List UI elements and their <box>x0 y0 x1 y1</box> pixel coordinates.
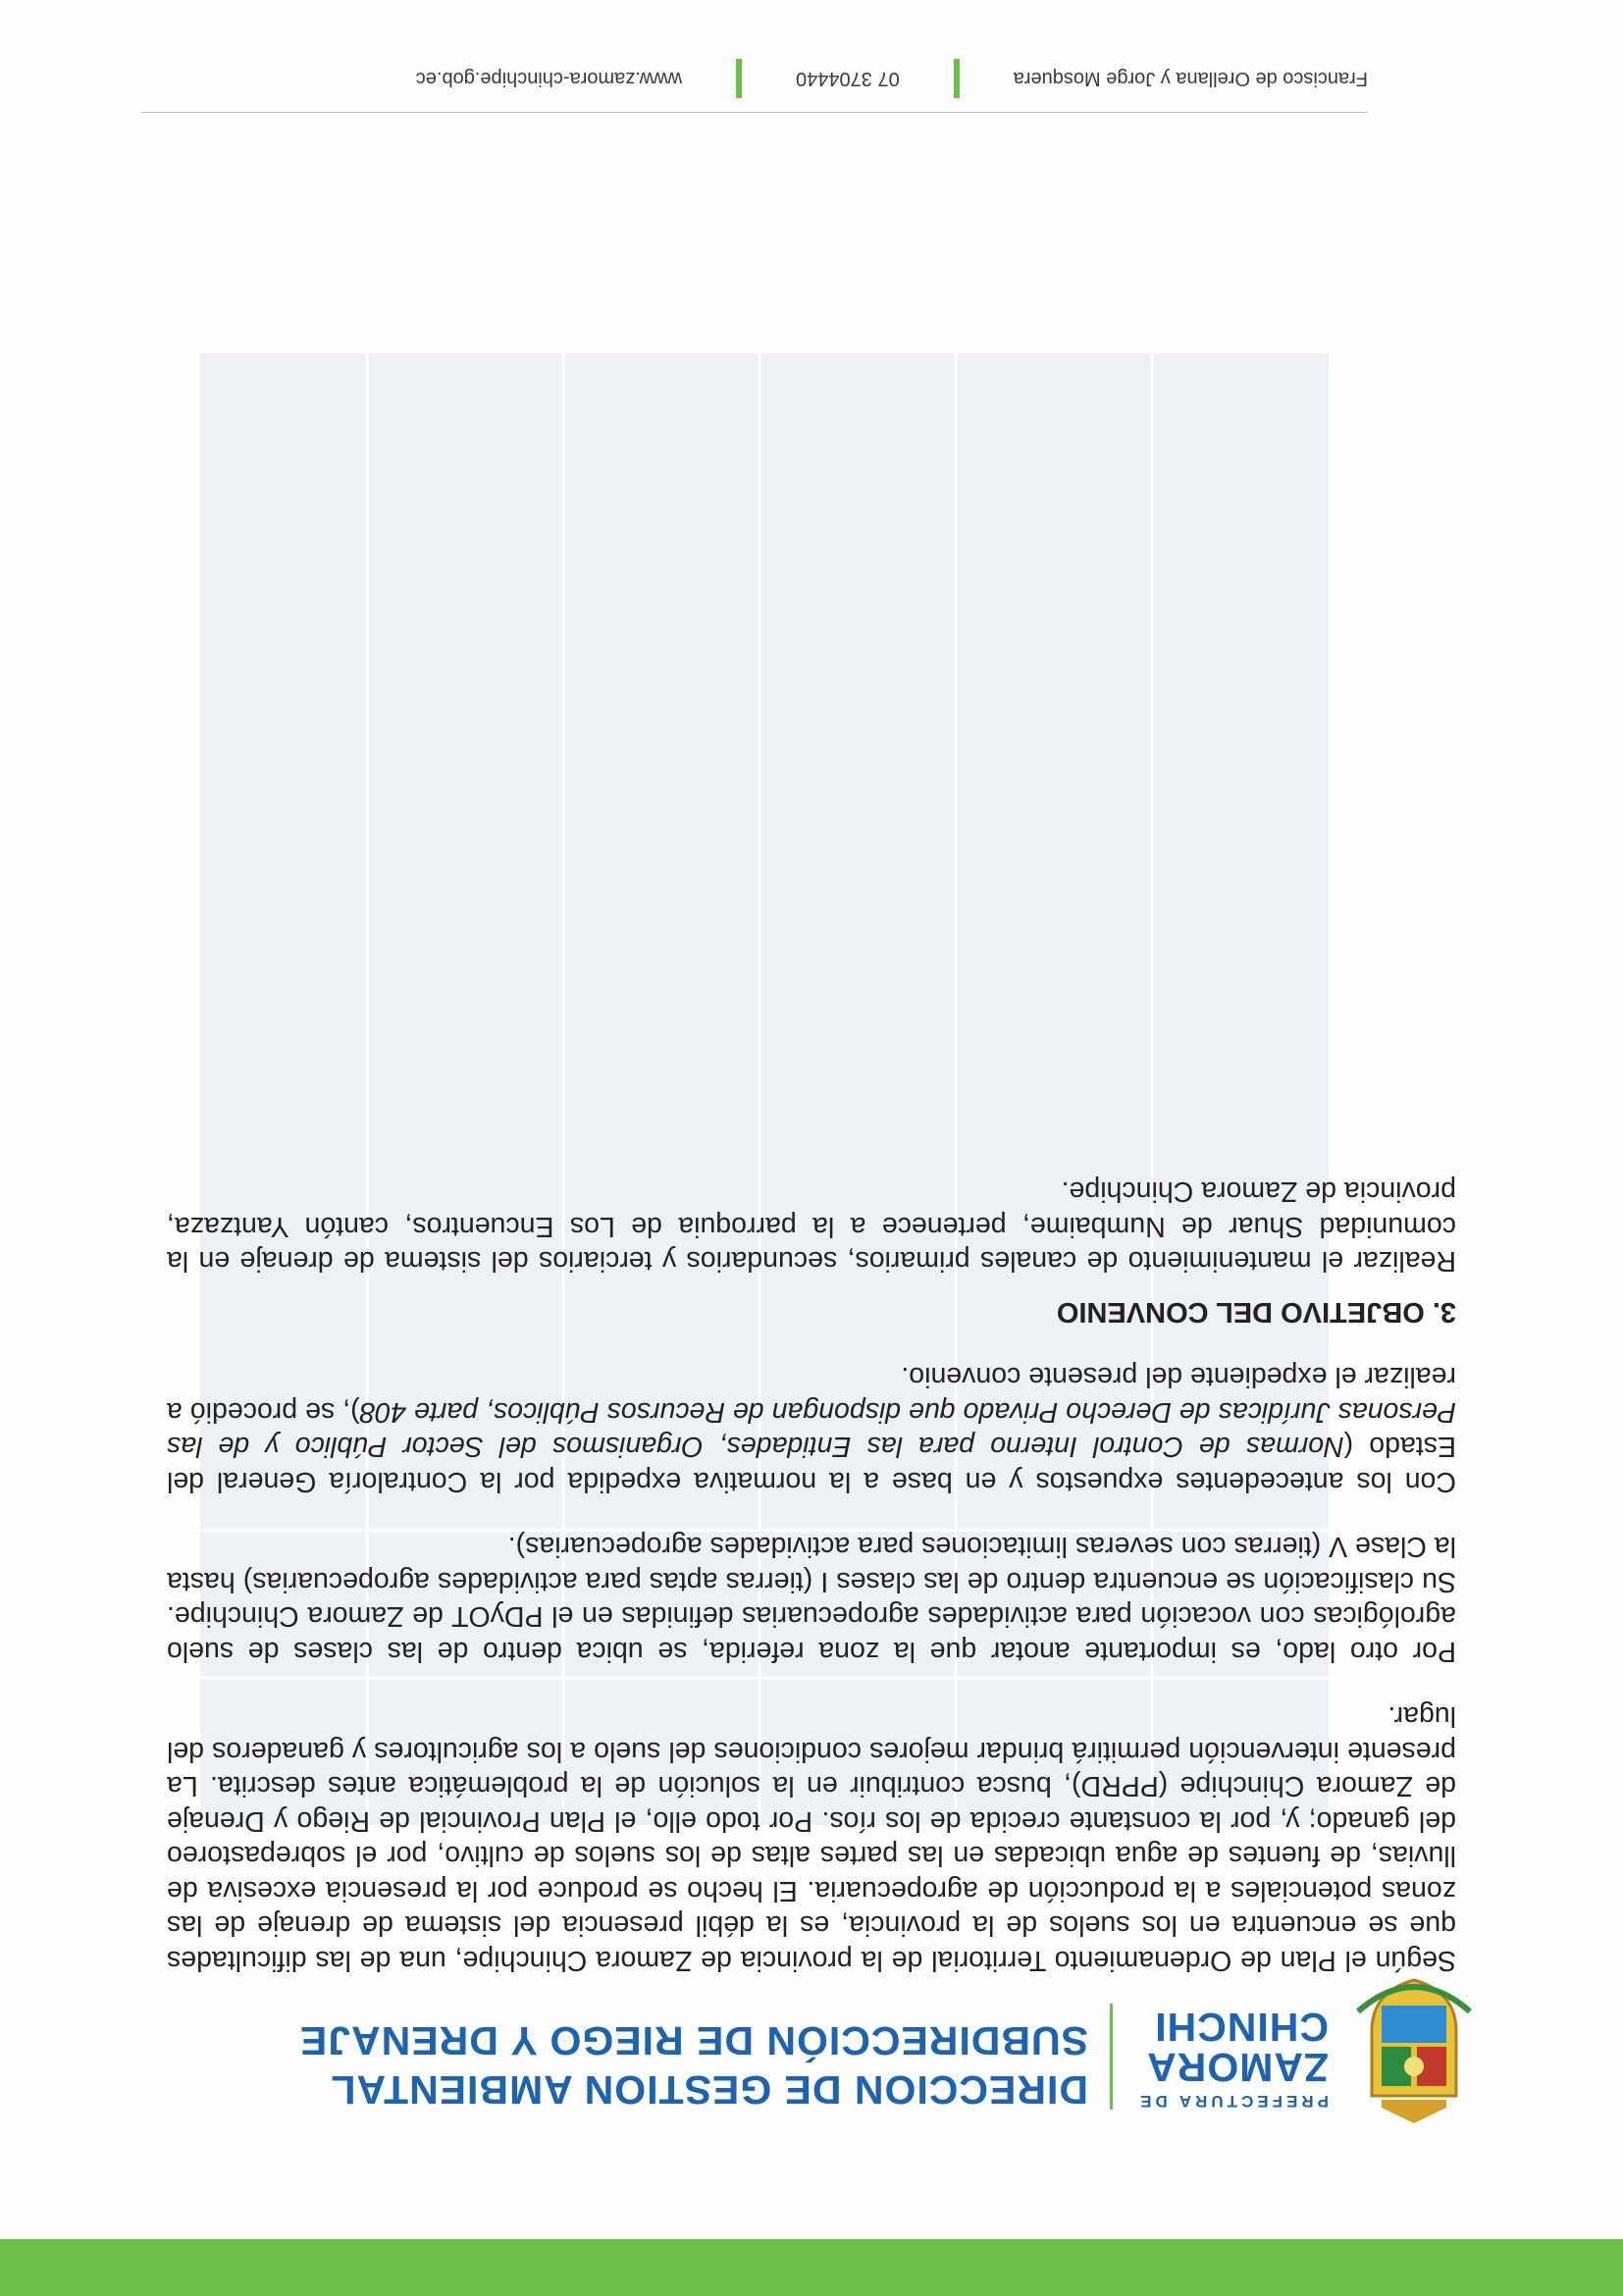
brand-prefix: PREFECTURA DE <box>1136 2092 1329 2111</box>
brand-line-1: ZAMORA <box>1146 2045 1329 2090</box>
document-body <box>167 1143 1456 1977</box>
prefectura-crest-icon <box>1350 1972 1478 2129</box>
department-line-1: DIRECCION DE GESTION AMBIENTAL <box>330 2067 1088 2113</box>
paragraph-2: Por otro lado, es importante anotar que la zona referida, se ubica dentro de las clases de suelo agrológicas con vocación para actividades agropecuarias definidas en el PDyOT de Zamora Chinchipe. Su clasificación se encuentra dentro de las clases I (tierras aptas para actividades agropecuarias) hasta la Clase V (tierras con severas limitaciones para actividades agropecuarias). <box>167 1531 1456 1667</box>
paragraph-3-end: ), se procedió a realizar el expediente del presente convenio. <box>167 1361 1456 1428</box>
paragraph-1: Según el Plan de Ordenamiento Territorial de la provincia de Zamora Chinchipe, una de las dificultades que se encuentra en los suelos de la provincia, es la débil presencia del sistema de drenaje de las zonas potenciales a la producción de agropecuaria. El hecho se produce por la presencia excesiva de lluvias, de fuentes de agua ubicadas en las partes altas de los suelos de cultivo, por el sobrepastoreo del ganado; y, por la constante crecida de los ríos. Por todo ello, el Plan Provincial de Riego y Drenaje de Zamora Chinchipe (PPRD), busca contribuir en la solución de la problemática antes descrita. La presente intervención permitirá brindar mejores condiciones del suelo a los agricultores y ganaderos del lugar. <box>167 1700 1456 1976</box>
paragraph-3-start: Con los antecedentes expuestos y en base a la normativa expedida por la Contraloría General del Estado ( <box>167 1431 1456 1497</box>
brand-line-2: CHINCHI <box>1154 2005 1329 2050</box>
footer-separator <box>954 59 960 98</box>
paragraph-3-italic: Normas de Control Interno para las Entidades, Organismos del Sector Público y de las Personas Jurídicas de Derecho Privado que dispongan de Recursos Públicos, parte 408 <box>167 1396 1456 1463</box>
footer-phone: 07 3704440 <box>796 68 900 90</box>
top-accent-bar <box>0 2239 1623 2296</box>
footer-address: Francisco de Orellana y Jorge Mosquera <box>1013 68 1368 90</box>
footer <box>141 59 1368 98</box>
footer-separator <box>736 59 742 98</box>
paragraph-3 <box>167 1359 1456 1498</box>
department-title <box>107 2016 1088 2114</box>
header-divider <box>1110 2004 1113 2110</box>
footer-divider <box>141 112 1368 113</box>
department-line-2: SUBDIRECCIÓN DE RIEGO Y DRENAJE <box>298 2018 1088 2063</box>
paragraph-4: Realizar el mantenimiento de canales primarios, secundarios y terciarios del sistema de drenaje en la comunidad Shuar de Numbaime, pertenece a la parroquia de Los Encuentros, cantón Yantzaza, provincia de Zamora Chinchipe. <box>167 1175 1456 1278</box>
prefectura-brand <box>1103 2007 1329 2110</box>
section-heading: 3. OBJETIVO DEL CONVENIO <box>1056 1296 1456 1328</box>
footer-website: www.zamora-chinchipe.gob.ec <box>415 68 683 90</box>
